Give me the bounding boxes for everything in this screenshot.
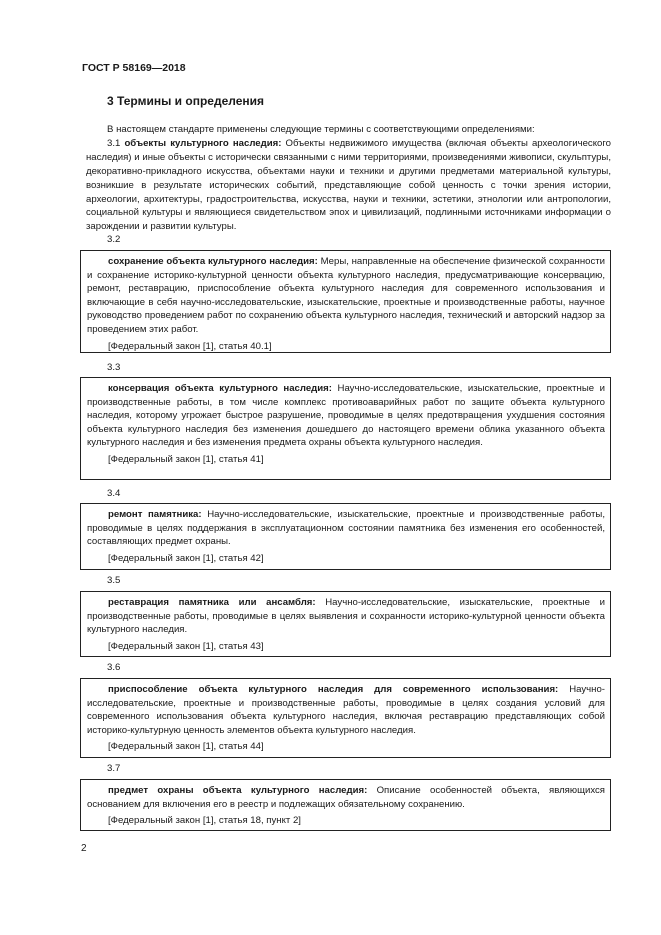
term-box-3-2 (80, 250, 611, 353)
term-name: объекты культурного наследия: (124, 137, 282, 149)
term-name: ремонт памятника: (108, 509, 202, 520)
term-name: приспособление объекта культурного наследия для современного использования: (108, 684, 559, 695)
term-box-3-7 (80, 779, 611, 831)
term-name: консервация объекта культурного наследия: (108, 383, 332, 394)
document-id: ГОСТ Р 58169—2018 (82, 62, 186, 74)
term-reference: [Федеральный закон [1], статья 41] (108, 453, 264, 465)
term-text (87, 382, 605, 450)
term-number-3-2: 3.2 (107, 234, 121, 245)
term-name: предмет охраны объекта культурного наследия: (108, 785, 368, 796)
term-number-3-4: 3.4 (107, 488, 121, 499)
term-definition: Объекты недвижимого имущества (включая объекты археологического наследия) и иные объекты с исторически связанными с ними территориями, произведениями живописи, скульптуры, декоративно-прикладного искусства, объектами науки и техники и другими предметами материальной культуры, возникшие в результате исторических событий, представляющие собой ценность с точки зрения истории, археологии, архитектуры, градостроительства, искусства, науки и техники, эстетики, этнологии или антропологии, социальной культуры и являющиеся свидетельством эпох и цивилизаций, подлинными источниками информации о зарождении и развитии культуры. (86, 137, 611, 233)
term-text (87, 255, 605, 337)
term-box-3-4 (80, 503, 611, 570)
term-box-3-6 (80, 678, 611, 758)
term-number-3-6: 3.6 (107, 662, 121, 673)
term-definition: Меры, направленные на обеспечение физической сохранности и сохранение историко-культурной ценности объекта культурного наследия, предусматривающие консервацию, ремонт, реставрацию, приспособление объекта культурного наследия для современного использования и включающие в себя научно-исследовательские, изыскательские, проектные и производственные работы, научное руководство проведением работ по сохранению объекта культурного наследия, технический и авторский надзор за проведением этих работ. (87, 256, 605, 335)
term-text (87, 784, 605, 811)
term-number-3-5: 3.5 (107, 575, 121, 586)
page-number: 2 (81, 843, 87, 854)
intro-lead: В настоящем стандарте применены следующие термины с соответствующими определениями: (107, 124, 535, 135)
term-number-3-3: 3.3 (107, 362, 121, 373)
term-number: 3.1 (107, 137, 121, 149)
term-name: реставрация памятника или ансамбля: (108, 597, 316, 608)
term-reference: [Федеральный закон [1], статья 43] (108, 640, 264, 652)
intro-block (86, 123, 611, 234)
term-reference: [Федеральный закон [1], статья 42] (108, 552, 264, 564)
term-box-3-5 (80, 591, 611, 657)
term-text (87, 596, 605, 637)
term-definition: Научно-исследовательские, изыскательские, проектные и производственные работы, в том числе комплекс противоаварийных работ по защите объекта культурного наследия, которому угрожает быстрое разрушение, проводимые в целях предотвращения ухудшения состояния объекта культурного наследия без изменения дошедшего до настоящего времени облика указанного объекта культурного наследия и без изменения предмета охраны объекта культурного наследия. (87, 383, 605, 449)
term-reference: [Федеральный закон [1], статья 40.1] (108, 340, 272, 352)
term-number-3-7: 3.7 (107, 763, 121, 774)
term-reference: [Федеральный закон [1], статья 18, пункт 2] (108, 815, 301, 827)
term-text (87, 508, 605, 549)
term-3-1 (86, 137, 611, 234)
term-definition: Научно-исследовательские, изыскательские, проектные и производственные работы, проводимые в целях поддержания в эксплуатационном состоянии памятника без изменения его особенностей, составляющих предмет охраны. (87, 509, 605, 548)
section-title: 3 Термины и определения (107, 94, 265, 108)
term-definition: Описание особенностей объекта, являющихся основанием для включения его в реестр и подлежащих обязательному сохранению. (87, 785, 606, 810)
term-name: сохранение объекта культурного наследия: (108, 256, 318, 267)
term-text (87, 683, 605, 737)
term-box-3-3 (80, 377, 611, 480)
term-definition: Научно-исследовательские, изыскательские, проектные и производственные работы, проводимые в целях выявления и сохранности историко-культурной ценности объекта культурного наследия. (87, 597, 605, 636)
term-reference: [Федеральный закон [1], статья 44] (108, 741, 264, 753)
term-definition: Научно-исследовательские, проектные и производственные работы, проводимые в целях создания условий для современного использования объекта культурного наследия, включая реставрацию представляющих собой историко-культурную ценность элементов объекта культурного наследия. (87, 684, 605, 736)
